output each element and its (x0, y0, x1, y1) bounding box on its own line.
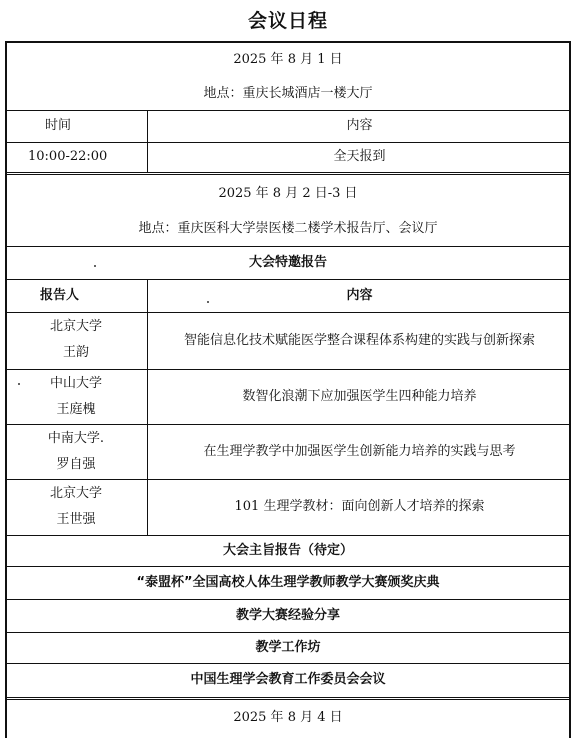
speaker-cell (5, 314, 147, 366)
day2-venue: 地点：重庆医科大学崇医楼二楼学术报告厅、会议厅 (138, 221, 438, 237)
speaker-affiliation: 北京大学 (49, 319, 102, 334)
registration-time: 10:00-22:00 (28, 149, 108, 165)
experience-sharing-row: 教学大赛经验分享 (235, 607, 340, 623)
report-topic: 智能信息化技术赋能医学整合课程体系构建的实践与创新探索 (183, 332, 535, 348)
speaker-affiliation: 中山大学 (49, 376, 102, 391)
day3-date: 2025 年 8 月 4 日 (233, 710, 343, 726)
invited-reports-heading: 大会特邀报告 (248, 254, 327, 270)
section-divider (5, 172, 571, 175)
registration-content: 全天报到 (333, 149, 386, 165)
report-topic: 在生理学教学中加强医学生创新能力培养的实践与思考 (203, 443, 516, 459)
committee-meeting-row: 中国生理学会教育工作委员会会议 (190, 672, 386, 688)
speaker-affiliation: 中南大学. (47, 431, 105, 446)
speaker-cell (5, 426, 147, 478)
report-topic: 101 生理学教材：面向创新人才培养的探索 (234, 499, 485, 515)
scan-speck (94, 265, 96, 267)
column-header-time: 时间 (45, 118, 72, 134)
page-title: 会议日程 (247, 10, 328, 32)
column-header-topic: 内容 (346, 287, 373, 303)
report-topic: 数智化浪潮下应加强医学生四种能力培养 (242, 388, 477, 404)
speaker-name: 王庭槐 (56, 402, 96, 417)
speaker-name: 罗自强 (56, 457, 96, 472)
award-ceremony-row: “泰盟杯”全国高校人体生理学教师教学大赛颁奖庆典 (136, 574, 440, 590)
speaker-name: 王韵 (62, 345, 89, 360)
column-header-content: 内容 (346, 118, 373, 134)
day1-date: 2025 年 8 月 1 日 (233, 52, 343, 68)
keynote-row: 大会主旨报告（待定） (222, 542, 353, 558)
column-header-speaker: 报告人 (40, 287, 80, 303)
speaker-affiliation: 北京大学 (49, 486, 102, 501)
speaker-cell (5, 481, 147, 533)
day2-date: 2025 年 8 月 2 日-3 日 (218, 186, 358, 202)
workshop-row: 教学工作坊 (255, 639, 321, 655)
speaker-name: 王世强 (56, 512, 96, 527)
scan-speck (207, 301, 209, 303)
scan-speck (18, 383, 20, 385)
speaker-cell (5, 371, 147, 423)
day1-venue: 地点：重庆长城酒店一楼大厅 (203, 85, 373, 101)
